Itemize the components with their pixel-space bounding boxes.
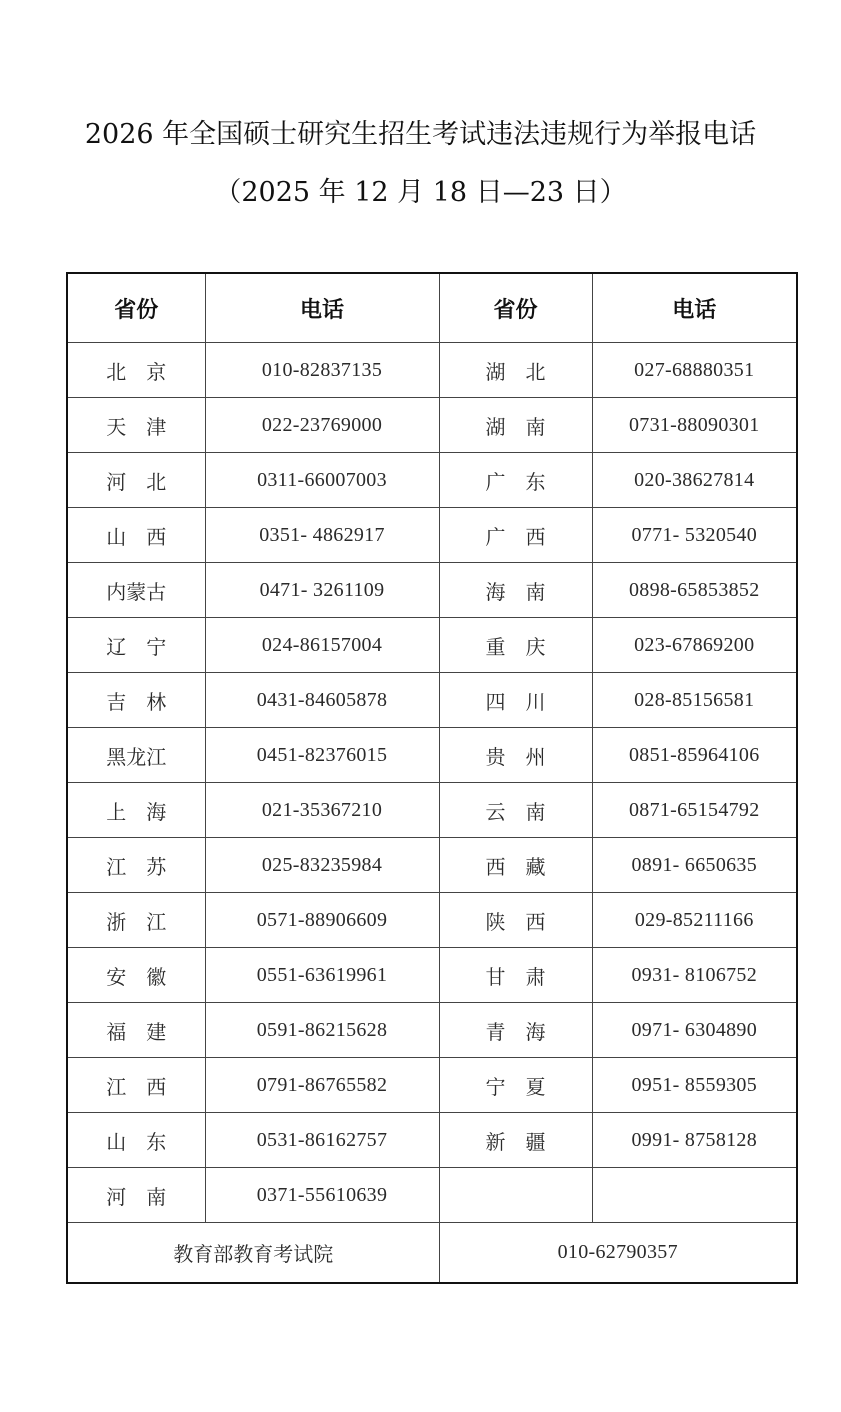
province-cell: 天 津	[67, 398, 205, 453]
ministry-exam-authority: 教育部教育考试院	[67, 1223, 439, 1284]
date-range-subtitle: （2025 年 12 月 18 日—23 日）	[214, 177, 627, 208]
province-cell: 重 庆	[439, 618, 592, 673]
province-cell: 黑龙江	[67, 728, 205, 783]
province-cell: 海 南	[439, 563, 592, 618]
phone-cell: 0471- 3261109	[205, 563, 439, 618]
table-row	[67, 1113, 797, 1168]
table-row	[67, 563, 797, 618]
province-cell: 西 藏	[439, 838, 592, 893]
phone-cell: 0311-66007003	[205, 453, 439, 508]
table-row	[67, 948, 797, 1003]
province-cell: 湖 南	[439, 398, 592, 453]
phone-cell: 0931- 8106752	[592, 948, 797, 1003]
phone-cell: 0791-86765582	[205, 1058, 439, 1113]
phone-cell: 020-38627814	[592, 453, 797, 508]
phone-cell: 0591-86215628	[205, 1003, 439, 1058]
phone-cell: 0851-85964106	[592, 728, 797, 783]
province-cell: 上 海	[67, 783, 205, 838]
phone-cell: 021-35367210	[205, 783, 439, 838]
province-cell: 云 南	[439, 783, 592, 838]
table-row	[67, 453, 797, 508]
province-cell: 江 西	[67, 1058, 205, 1113]
phone-cell: 027-68880351	[592, 343, 797, 398]
phone-cell: 024-86157004	[205, 618, 439, 673]
header-phone-left: 电话	[205, 273, 439, 343]
table-row	[67, 398, 797, 453]
phone-cell: 0771- 5320540	[592, 508, 797, 563]
phone-cell: 0551-63619961	[205, 948, 439, 1003]
phone-cell: 0971- 6304890	[592, 1003, 797, 1058]
table-row	[67, 618, 797, 673]
table-row	[67, 508, 797, 563]
empty-province-cell	[439, 1168, 592, 1223]
header-province-right: 省份	[439, 273, 592, 343]
header-phone-right: 电话	[592, 273, 797, 343]
phone-cell: 0451-82376015	[205, 728, 439, 783]
phone-cell: 0351- 4862917	[205, 508, 439, 563]
phone-cell: 0431-84605878	[205, 673, 439, 728]
table-row	[67, 893, 797, 948]
table-row	[67, 1168, 797, 1223]
table-row	[67, 783, 797, 838]
province-cell: 新 疆	[439, 1113, 592, 1168]
table-row	[67, 1058, 797, 1113]
province-cell: 内蒙古	[67, 563, 205, 618]
header-province-left: 省份	[67, 273, 205, 343]
table-row	[67, 673, 797, 728]
province-cell: 辽 宁	[67, 618, 205, 673]
phone-cell: 028-85156581	[592, 673, 797, 728]
province-cell: 浙 江	[67, 893, 205, 948]
province-cell: 陕 西	[439, 893, 592, 948]
phone-cell: 023-67869200	[592, 618, 797, 673]
province-cell: 广 东	[439, 453, 592, 508]
province-cell: 甘 肃	[439, 948, 592, 1003]
province-cell: 贵 州	[439, 728, 592, 783]
province-cell: 河 南	[67, 1168, 205, 1223]
phone-cell: 0371-55610639	[205, 1168, 439, 1223]
table-row	[67, 728, 797, 783]
province-cell: 安 徽	[67, 948, 205, 1003]
phone-cell: 0891- 6650635	[592, 838, 797, 893]
phone-cell: 022-23769000	[205, 398, 439, 453]
phone-cell: 010-82837135	[205, 343, 439, 398]
table-header-row	[67, 273, 797, 343]
phone-cell: 0871-65154792	[592, 783, 797, 838]
phone-cell: 029-85211166	[592, 893, 797, 948]
phone-cell: 0898-65853852	[592, 563, 797, 618]
province-cell: 山 西	[67, 508, 205, 563]
empty-phone-cell	[592, 1168, 797, 1223]
province-cell: 广 西	[439, 508, 592, 563]
hotline-table	[66, 272, 798, 1284]
phone-cell: 0571-88906609	[205, 893, 439, 948]
table-row	[67, 1003, 797, 1058]
ministry-phone: 010-62790357	[439, 1223, 797, 1284]
province-cell: 河 北	[67, 453, 205, 508]
province-cell: 吉 林	[67, 673, 205, 728]
province-cell: 江 苏	[67, 838, 205, 893]
province-cell: 山 东	[67, 1113, 205, 1168]
footer-row	[67, 1223, 797, 1284]
province-cell: 宁 夏	[439, 1058, 592, 1113]
table-row	[67, 838, 797, 893]
province-cell: 湖 北	[439, 343, 592, 398]
province-cell: 北 京	[67, 343, 205, 398]
page-title: 2026 年全国硕士研究生招生考试违法违规行为举报电话	[84, 119, 757, 150]
table-row	[67, 343, 797, 398]
province-cell: 青 海	[439, 1003, 592, 1058]
phone-cell: 0951- 8559305	[592, 1058, 797, 1113]
province-cell: 福 建	[67, 1003, 205, 1058]
province-cell: 四 川	[439, 673, 592, 728]
phone-cell: 025-83235984	[205, 838, 439, 893]
phone-cell: 0531-86162757	[205, 1113, 439, 1168]
phone-cell: 0731-88090301	[592, 398, 797, 453]
phone-cell: 0991- 8758128	[592, 1113, 797, 1168]
